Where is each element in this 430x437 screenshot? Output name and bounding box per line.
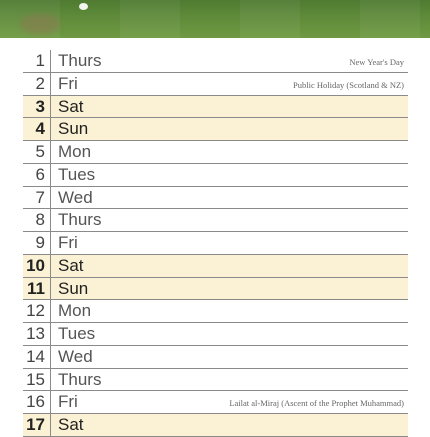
calendar-row [23,187,408,210]
weekday-name: Fri [58,73,78,93]
weekday-name: Thurs [58,51,102,70]
day-number: 2 [23,73,51,95]
day-number: 8 [23,209,51,231]
holiday-note: New Year's Day [349,57,404,67]
calendar-row [23,346,408,369]
weekday-name: Wed [58,346,93,366]
weekday-name: Mon [58,142,92,161]
day-number: 10 [23,255,51,277]
calendar-row [23,164,408,187]
weekday-name: Mon [58,301,92,321]
day-number: 11 [23,278,51,300]
calendar-row [23,141,408,164]
day-number: 3 [23,96,51,118]
calendar-row [23,96,408,119]
weekday-name: Thurs [58,210,102,230]
day-number: 5 [23,141,51,163]
calendar-row [23,278,408,301]
day-number: 12 [23,300,51,322]
day-number: 4 [23,118,51,140]
day-number: 9 [23,232,51,254]
holiday-note: Lailat al-Miraj (Ascent of the Prophet Muhammad) [229,398,404,409]
calendar-row [23,323,408,346]
grass-stripe [120,0,180,38]
weekday-name: Sat [58,415,84,434]
calendar-row [23,209,408,232]
grass-stripe [240,0,300,38]
calendar-day-list [23,50,408,437]
weekday-name: Sun [58,119,89,139]
calendar-row [23,414,408,437]
weekday-name: Tues [58,324,96,343]
weekday-name: Wed [58,187,93,207]
calendar-row [23,391,408,414]
weekday-name: Sat [58,255,84,275]
weekday-name: Fri [58,392,78,412]
weekday-name: Sat [58,96,84,116]
header-photo [0,0,430,38]
calendar-row [23,118,408,141]
calendar-row [23,50,408,73]
day-number: 6 [23,164,51,186]
divot [20,14,60,34]
day-number: 14 [23,346,51,368]
calendar-row [23,255,408,278]
golf-ball [79,3,88,10]
calendar-row [23,73,408,96]
day-number: 1 [23,50,51,72]
weekday-name: Thurs [58,369,102,389]
calendar-row [23,232,408,255]
day-number: 16 [23,391,51,413]
grass-stripe [360,0,420,38]
day-number: 17 [23,414,51,436]
day-number: 15 [23,369,51,391]
calendar-row [23,300,408,323]
weekday-name: Sun [58,278,89,298]
calendar-row [23,369,408,392]
holiday-note: Public Holiday (Scotland & NZ) [293,79,404,90]
weekday-name: Fri [58,233,78,252]
day-number: 7 [23,187,51,209]
day-number: 13 [23,323,51,345]
weekday-name: Tues [58,164,96,184]
